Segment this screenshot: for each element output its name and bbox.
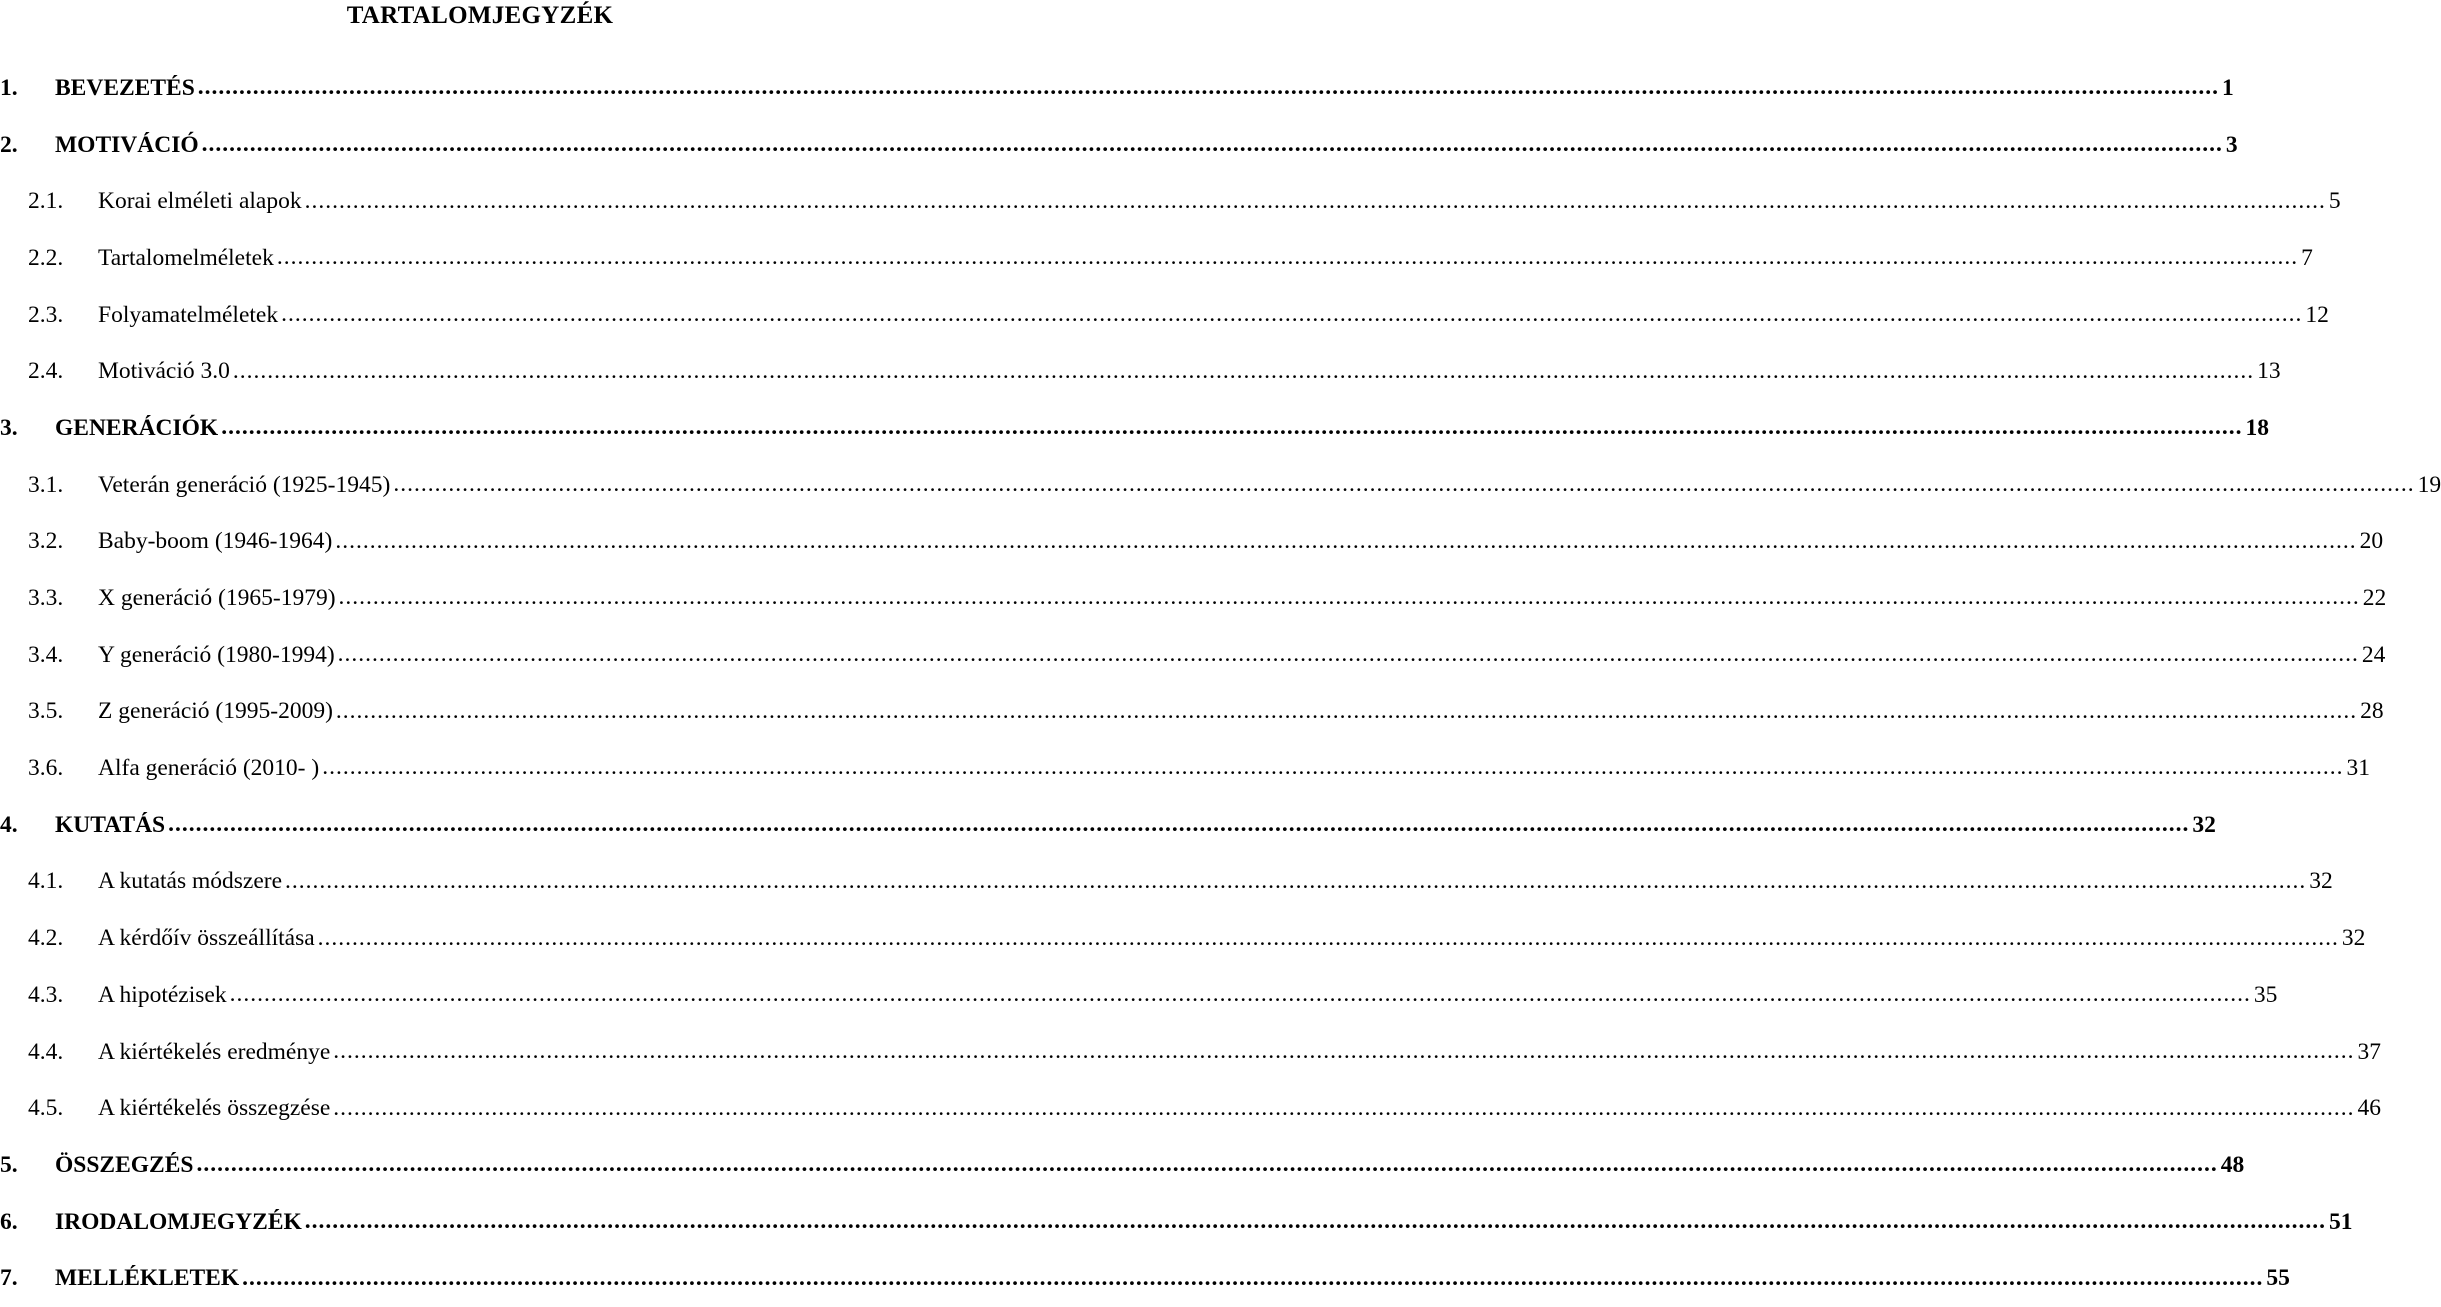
toc-entry-page-number: 3 [2225,131,2238,158]
toc-dot-leader [196,1153,2217,1194]
toc-dot-leader [335,530,2356,571]
toc-entry-number: 4.1. [28,868,64,895]
toc-entry-number: 1. [0,74,18,101]
toc-entry[interactable] [0,1024,2382,1081]
toc-dot-leader [281,303,2302,344]
toc-entry-number: 3.5. [28,698,64,725]
toc-entry-label: GENERÁCIÓK [55,414,219,441]
toc-entry[interactable] [0,967,2278,1024]
toc-entry-label: Veterán generáció (1925-1945) [98,471,391,498]
toc-entry-page-number: 32 [2309,868,2333,895]
toc-dot-leader [277,246,2298,287]
toc-title: TARTALOMJEGYZÉK [346,2,614,29]
toc-entry-number: 7. [0,1265,18,1292]
toc-dot-leader [336,700,2357,741]
toc-entry-page-number: 32 [2341,925,2366,952]
toc-dot-leader [202,133,2223,174]
toc-entry[interactable] [0,1080,2382,1137]
toc-entry-number: 2. [0,131,18,158]
toc-entry-page-number: 55 [2266,1265,2290,1292]
toc-entry-page-number: 5 [2328,188,2341,215]
toc-entry-number: 3.4. [28,641,64,668]
toc-entry-label: Z generáció (1995-2009) [98,698,333,725]
toc-dot-leader [285,870,2306,911]
toc-entry-label: A hipotézisek [98,981,227,1008]
toc-entry-label: A kérdőív összeállítása [98,925,315,952]
toc-entry[interactable] [0,740,2370,797]
toc-entry[interactable] [0,117,2238,174]
toc-dot-leader [230,983,2251,1024]
toc-dot-leader [333,1040,2354,1081]
toc-entry-page-number: 18 [2245,414,2269,441]
toc-entry[interactable] [0,1194,2353,1251]
toc-dot-leader [339,586,2360,627]
toc-entry-number: 2.4. [28,358,64,385]
toc-entry-number: 2.2. [28,244,64,271]
toc-entry-label: IRODALOMJEGYZÉK [55,1208,302,1235]
toc-dot-leader [242,1267,2263,1307]
toc-entry-page-number: 31 [2346,755,2370,782]
toc-entry[interactable] [0,173,2341,230]
toc-entry-label: Y generáció (1980-1994) [98,641,335,668]
toc-entry-page-number: 19 [2417,471,2441,498]
toc-dot-leader [305,190,2326,231]
toc-entry[interactable] [0,230,2313,287]
toc-entry[interactable] [0,343,2281,400]
toc-entry[interactable] [0,60,2234,117]
toc-entry-label: X generáció (1965-1979) [98,585,336,612]
toc-entry-page-number: 32 [2192,811,2216,838]
toc-entry-number: 2.3. [28,301,64,328]
toc-entry[interactable] [0,854,2333,911]
toc-entry-page-number: 35 [2253,981,2278,1008]
toc-entry-number: 3.1. [28,471,64,498]
toc-entry-page-number: 13 [2257,358,2281,385]
toc-entry[interactable] [0,910,2366,967]
toc-entry-label: Motiváció 3.0 [98,358,230,385]
toc-entry[interactable] [0,514,2384,571]
toc-entry-number: 3.6. [28,755,64,782]
toc-entry-label: MELLÉKLETEK [55,1265,240,1292]
toc-entry[interactable] [0,627,2386,684]
toc-dot-leader [198,76,2219,117]
toc-entry-page-number: 24 [2361,641,2386,668]
toc-entry-label: A kiértékelés összegzése [98,1095,331,1122]
toc-entry-number: 4.4. [28,1038,64,1065]
toc-dot-leader [221,416,2242,457]
toc-entry-page-number: 37 [2357,1038,2382,1065]
toc-entry-label: MOTIVÁCIÓ [55,131,199,158]
toc-entry-page-number: 1 [2222,74,2234,101]
toc-dot-leader [318,927,2339,968]
toc-entry-label: KUTATÁS [55,811,166,838]
toc-entry-label: Korai elméleti alapok [98,188,302,215]
toc-dot-leader [233,360,2254,401]
toc-entry[interactable] [0,570,2387,627]
toc-entry-number: 6. [0,1208,18,1235]
toc-entry-label: A kutatás módszere [98,868,283,895]
toc-entry-page-number: 12 [2305,301,2329,328]
toc-entry-label: Baby-boom (1946-1964) [98,528,333,555]
toc-entry[interactable] [0,457,2441,514]
toc-entry-number: 4.5. [28,1095,64,1122]
toc-entry-number: 3. [0,414,18,441]
toc-dot-leader [393,473,2414,514]
toc-entry-label: ÖSSZEGZÉS [55,1151,194,1178]
toc-entry-page-number: 20 [2359,528,2384,555]
toc-entry-label: A kiértékelés eredménye [98,1038,331,1065]
toc-entry-page-number: 51 [2329,1208,2353,1235]
toc-entry-label: BEVEZETÉS [55,74,195,101]
toc-dot-leader [305,1210,2326,1251]
toc-entry-page-number: 7 [2301,244,2313,271]
toc-entry[interactable] [0,1250,2290,1307]
toc-entry-page-number: 48 [2220,1151,2245,1178]
toc-dot-leader [168,813,2189,854]
toc-entry[interactable] [0,1137,2245,1194]
toc-entry-number: 4.3. [28,981,64,1008]
toc-entry[interactable] [0,684,2384,741]
toc-entry-number: 4. [0,811,18,838]
toc-entry-number: 5. [0,1151,18,1178]
toc-entry-page-number: 46 [2357,1095,2382,1122]
toc-entry-number: 3.3. [28,585,64,612]
toc-entry-page-number: 28 [2360,698,2384,725]
toc-entry-label: Alfa generáció (2010- ) [98,755,320,782]
toc-entry-number: 4.2. [28,925,64,952]
toc-entry-label: Folyamatelméletek [98,301,279,328]
toc-entry-number: 2.1. [28,188,64,215]
toc-entry-label: Tartalomelméletek [98,244,274,271]
toc-dot-leader [338,643,2359,684]
toc-entry[interactable] [0,287,2329,344]
toc-entry-number: 3.2. [28,528,64,555]
toc-dot-leader [333,1097,2354,1138]
toc-entry-page-number: 22 [2362,585,2387,612]
toc-entry[interactable] [0,400,2269,457]
toc-dot-leader [322,756,2343,797]
toc-list [0,60,2441,1307]
toc-entry[interactable] [0,797,2216,854]
